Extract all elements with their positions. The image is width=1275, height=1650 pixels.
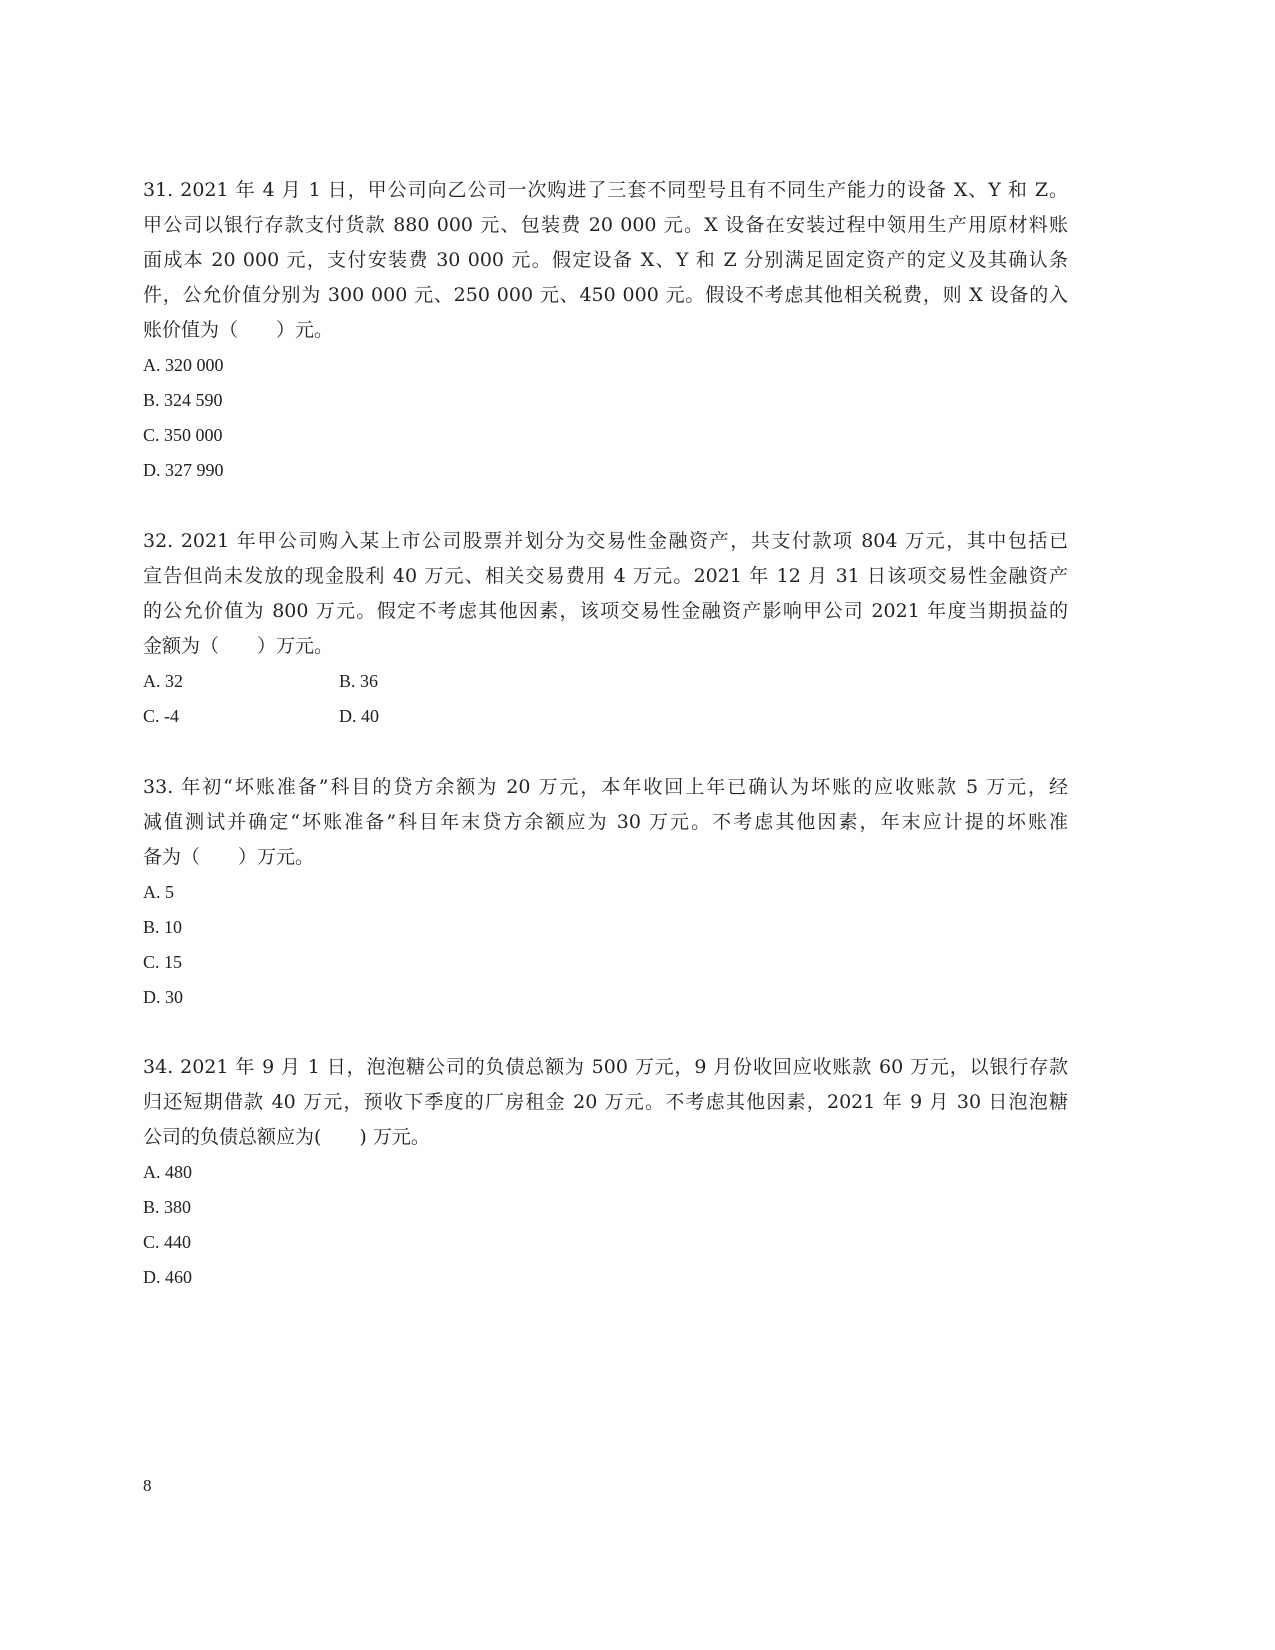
option-a: A. 5	[143, 882, 174, 902]
question-text-line: 件，公允价值分别为 300 000 元、250 000 元、450 000 元。假设不考虑其他相关税费，则 X 设备的入	[143, 284, 1068, 306]
question-text-line: 面成本 20 000 元，支付安装费 30 000 元。假定设备 X、Y 和 Z 分别满足固定资产的定义及其确认条	[143, 249, 1068, 271]
question-text-line: 甲公司以银行存款支付货款 880 000 元、包装费 20 000 元。X 设备在安装过程中领用生产用原材料账	[143, 214, 1068, 236]
question-text-line: 34. 2021 年 9 月 1 日，泡泡糖公司的负债总额为 500 万元，9 月份收回应收账款 60 万元，以银行存款	[143, 1056, 1068, 1078]
option-a: A. 480	[143, 1162, 192, 1182]
option-b: B. 380	[143, 1197, 192, 1217]
option-b: B. 324 590	[143, 390, 223, 410]
option-d: D. 327 990	[143, 460, 224, 480]
question-text-line: 减值测试并确定“坏账准备”科目年末贷方余额应为 30 万元。不考虑其他因素，年末应计提的坏账准	[143, 811, 1068, 833]
option-c: C. 440	[143, 1232, 192, 1252]
option-d: D. 40	[339, 706, 379, 726]
question-text-line: 金额为（ ）万元。	[143, 635, 334, 657]
question-text-line: 32. 2021 年甲公司购入某上市公司股票并划分为交易性金融资产，共支付款项 804 万元，其中包括已	[143, 530, 1068, 552]
question-text-line: 宣告但尚未发放的现金股利 40 万元、相关交易费用 4 万元。2021 年 12 月 31 日该项交易性金融资产	[143, 565, 1068, 587]
question-text-line: 33. 年初“坏账准备”科目的贷方余额为 20 万元，本年收回上年已确认为坏账的应收账款 5 万元，经	[143, 776, 1068, 798]
question-text-line: 备为（ ）万元。	[143, 846, 315, 868]
option-a: A. 320 000	[143, 355, 224, 375]
option-a: A. 32	[143, 671, 183, 691]
question-text-line: 的公允价值为 800 万元。假定不考虑其他因素，该项交易性金融资产影响甲公司 2021 年度当期损益的	[143, 600, 1068, 622]
question-text-line: 归还短期借款 40 万元，预收下季度的厂房租金 20 万元。不考虑其他因素，2021 年 9 月 30 日泡泡糖	[143, 1091, 1068, 1113]
option-c: C. 15	[143, 952, 183, 972]
question-33	[143, 770, 1068, 1015]
question-31	[143, 173, 1068, 488]
options-row	[143, 699, 1068, 734]
option-b: B. 10	[143, 917, 183, 937]
page-number: 8	[143, 1476, 152, 1495]
option-d: D. 30	[143, 987, 183, 1007]
option-b: B. 36	[339, 671, 379, 691]
question-text-line: 公司的负债总额应为( ) 万元。	[143, 1126, 430, 1148]
option-c: C. -4	[143, 706, 179, 726]
question-32	[143, 524, 1068, 734]
option-d: D. 460	[143, 1267, 192, 1287]
options-row	[143, 664, 1068, 699]
question-text-line: 31. 2021 年 4 月 1 日，甲公司向乙公司一次购进了三套不同型号且有不同生产能力的设备 X、Y 和 Z。	[143, 179, 1068, 201]
question-text-line: 账价值为（ ）元。	[143, 319, 334, 341]
question-34	[143, 1050, 1068, 1295]
option-c: C. 350 000	[143, 425, 223, 445]
